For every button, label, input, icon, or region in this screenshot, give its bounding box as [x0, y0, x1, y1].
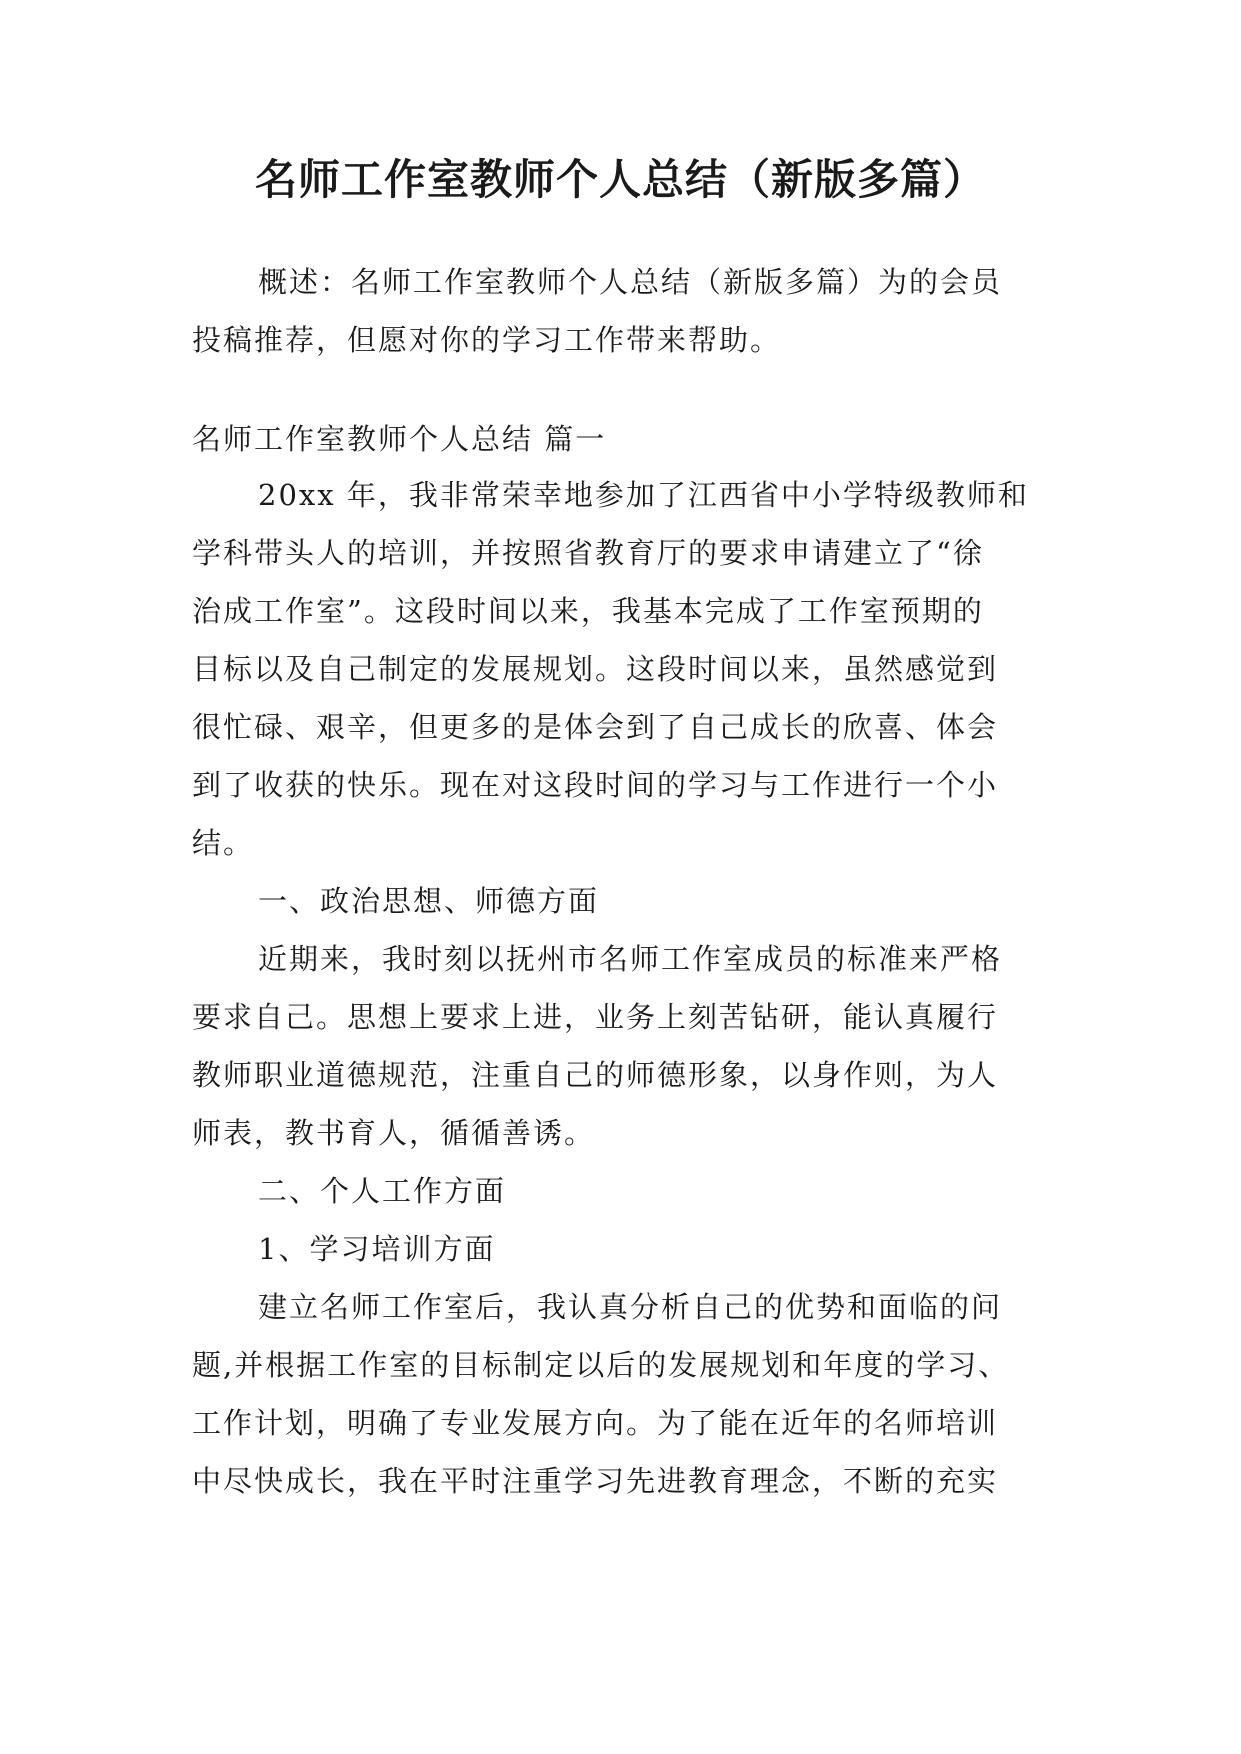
paragraph-line: 教师职业道德规范，注重自己的师德形象，以身作则，为人 [192, 1058, 999, 1092]
heading-personal-work: 二、个人工作方面 [258, 1174, 507, 1208]
paragraph-line: 很忙碌、艰辛，但更多的是体会到了自己成长的欣喜、体会 [192, 710, 999, 744]
paragraph-line: 到了收获的快乐。现在对这段时间的学习与工作进行一个小 [192, 768, 999, 802]
paragraph-line: 近期来，我时刻以抚州市名师工作室成员的标准来严格 [258, 942, 1003, 976]
summary-line: 概述：名师工作室教师个人总结（新版多篇）为的会员 [258, 265, 1003, 299]
summary-line: 投稿推荐，但愿对你的学习工作带来帮助。 [192, 323, 782, 357]
paragraph-line: 题,并根据工作室的目标制定以后的发展规划和年度的学习、 [192, 1348, 1010, 1382]
paragraph-line: 建立名师工作室后，我认真分析自己的优势和面临的问 [258, 1290, 1003, 1324]
paragraph-1 [192, 466, 1052, 1510]
paragraph-line: 师表，教书育人，循循善诱。 [192, 1116, 596, 1150]
paragraph-line: 20xx 年，我非常荣幸地参加了江西省中小学特级教师和 [258, 478, 1029, 512]
section-heading-text: 名师工作室教师个人总结 篇一 [192, 422, 607, 456]
paragraph-line: 工作计划，明确了专业发展方向。为了能在近年的名师培训 [192, 1406, 999, 1440]
paragraph-line: 要求自己。思想上要求上进，业务上刻苦钻研，能认真履行 [192, 1000, 999, 1034]
paragraph-line: 治成工作室”。这段时间以来，我基本完成了工作室预期的 [192, 594, 984, 628]
heading-political: 一、政治思想、师德方面 [258, 884, 600, 918]
paragraph-line: 结。 [192, 826, 255, 860]
summary-paragraph [192, 253, 1052, 369]
section-heading [192, 410, 1052, 468]
heading-study-training: 1、学习培训方面 [258, 1232, 496, 1266]
paragraph-line: 中尽快成长，我在平时注重学习先进教育理念，不断的充实 [192, 1464, 999, 1498]
paragraph-line: 目标以及自己制定的发展规划。这段时间以来，虽然感觉到 [192, 652, 999, 686]
document-title: 名师工作室教师个人总结（新版多篇） [254, 155, 986, 204]
paragraph-line: 学科带头人的培训，并按照省教育厅的要求申请建立了“徐 [192, 536, 984, 570]
